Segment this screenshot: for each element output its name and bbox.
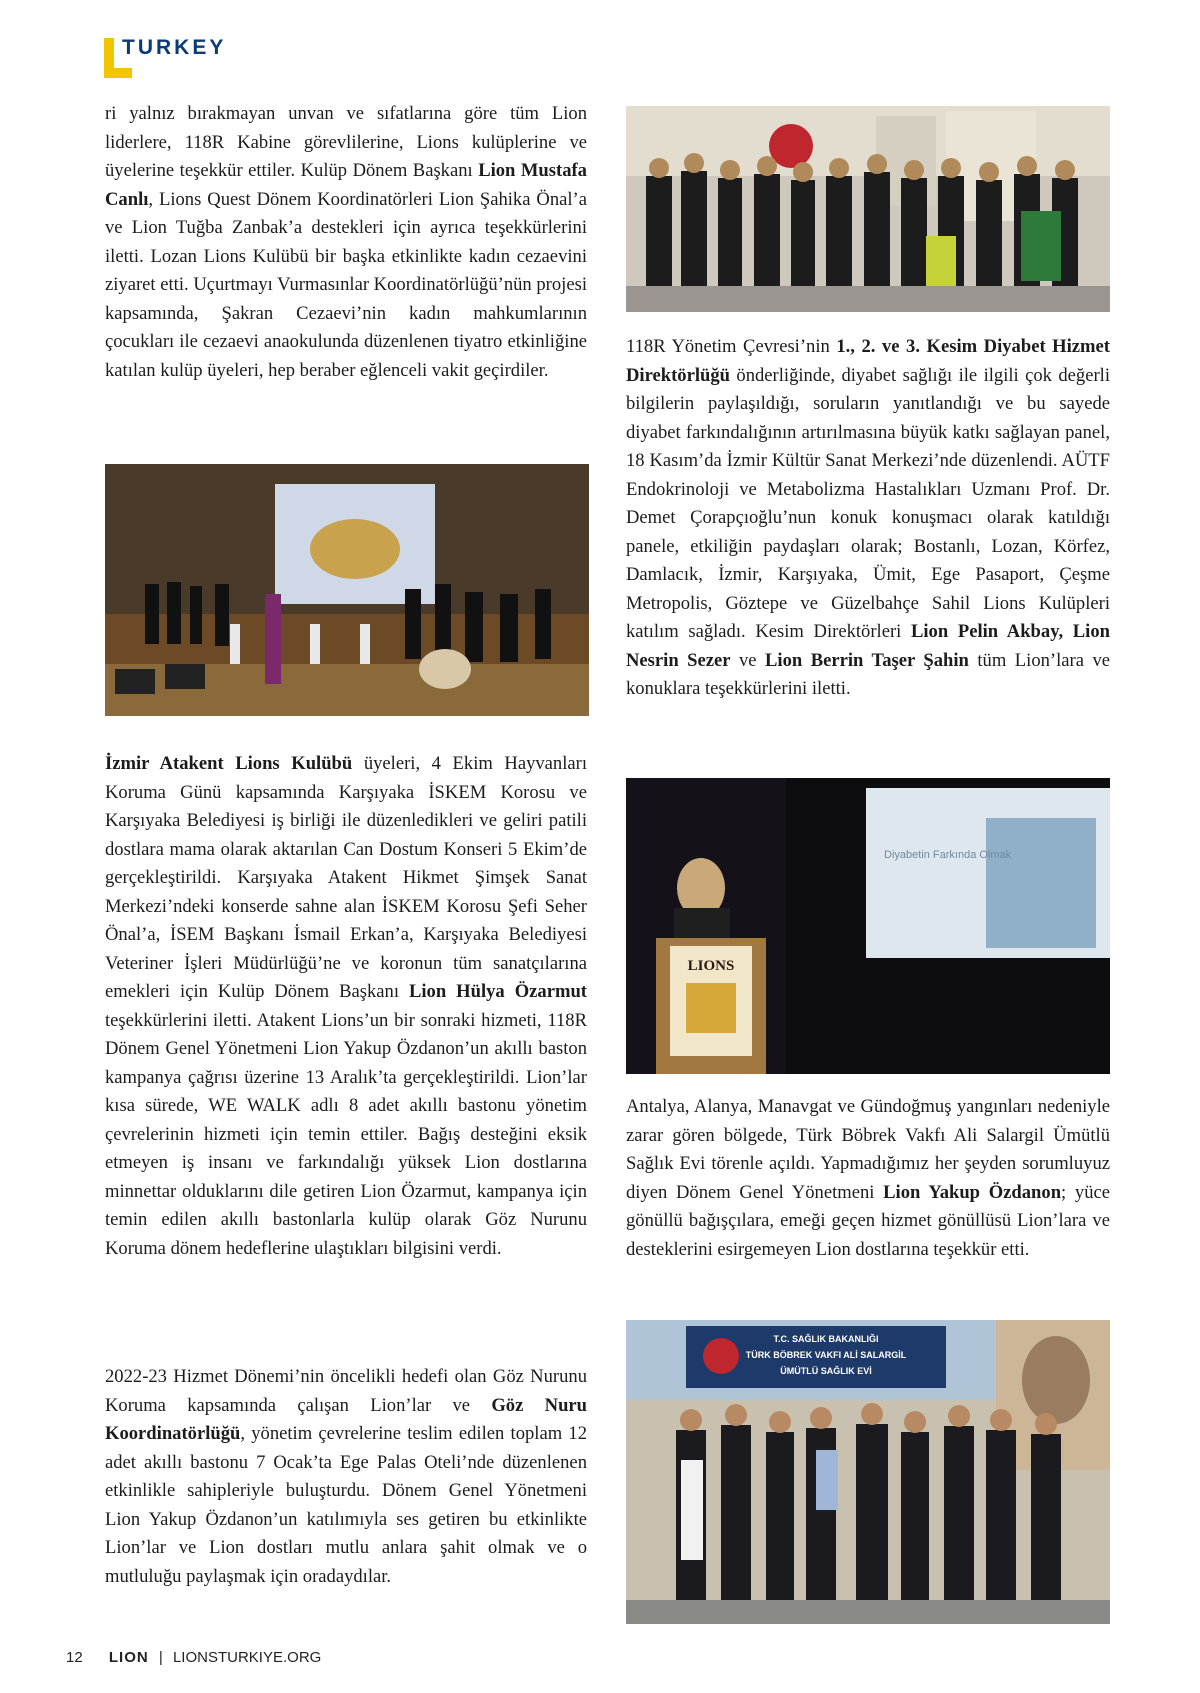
text-run: üyeleri, 4 Ekim Hayvanları Koruma Günü kapsamında Karşıyaka İSKEM Korosu ve Karşıyaka Belediyesi iş birliği ile düzenledikleri ve geliri patili dostlara mama olarak aktarılan Can Dostum Konseri 5 Ekim’de gerçekleştirildi. Karşıyaka Atakent Hikmet Şimşek Sanat Merkezi’ndeki konserde sahne alan İSKEM Korosu Şefi Seher Önal’a, İSEM Başkanı İsmail Erkan’a, Karşıyaka Belediyesi Veteriner İşleri Müdürlüğü’ne ve koronun tüm sanatçılarına emekleri için Kulüp Dönem Başkanı <box>105 753 588 1002</box>
text-run: ve <box>730 649 766 671</box>
sign-line-3: ÜMÜTLÜ SAĞLIK EVİ <box>780 1366 872 1376</box>
text-run: , Lions Quest Dönem Koordinatörleri Lion Şahika Önal’a ve Lion Tuğba Zanbak’a destekleri için ayrıca teşekkürlerini iletti. Lozan Lions Kulübü bir başka etkinlikte kadın cezaevini ziyaret etti. Uçurtmayı Vurmasınlar Koordinatörlüğü’nün projesi kapsamında, Şakran Cezaevi’nin kadın mahkumlarının çocukları ile cezaevi anaokulunda düzenlenen tiyatro etkinliğine katılan kulüp üyeleri, hep beraber eğlenceli vakit geçirdiler. <box>105 188 587 381</box>
page-number: 12 <box>66 1649 83 1666</box>
paragraph <box>105 750 587 1263</box>
paragraph <box>626 333 1110 704</box>
sign-line-2: TÜRK BÖBREK VAKFI ALİ SALARGİL <box>745 1350 907 1360</box>
paragraph <box>105 100 587 385</box>
text-run: önderliğinde, diyabet sağlığı ile ilgili çok değerli bilgilerin paylaşıldığı, soruların yanıtlandığı ve bu sayede diyabet farkındalığının artırılmasına büyük katkı sağlayan panel, 18 Kasım’da İzmir Kültür Sanat Merkezi’nde düzenlendi. AÜTF Endokrinoloji ve Metabolizma Hastalıkları Uzmanı Prof. Dr. Demet Çorapçıoğlu’nun konuk konuşmacı olarak katıldığı panele, etkiliğin paydaşları olarak; Bostanlı, Lozan, Körfez, Damlacık, İzmir, Karşıyaka, Ümit, Ege Pasaport, Çeşme Metropolis, Göztepe ve Güzelbahçe Sahil Lions Kulüpleri katılım sağladı. Kesim Direktörleri <box>626 364 1110 642</box>
article-right-block-1 <box>626 333 1110 704</box>
paragraph <box>105 1363 587 1591</box>
logo-bar-foot <box>104 68 132 78</box>
bold-name: Göz Nuru Koordinatörlüğü <box>105 1394 587 1444</box>
paragraph <box>626 1093 1110 1264</box>
diabetes-panel-photo <box>626 778 1110 1074</box>
slide-title: Diyabetin Farkında Olmak <box>884 849 1012 861</box>
article-left-block-3 <box>105 1363 587 1591</box>
bold-name: İzmir Atakent Lions Kulübü <box>105 753 353 774</box>
text-run: Antalya, Alanya, Manavgat ve Gündoğmuş yangınları nedeniyle zarar gören bölgede, Türk Böbrek Vakfı Ali Salargil Ümütlü Sağlık Evi törenle açıldı. Yapmadığımız her şeyden sorumluyuz diyen Dönem Genel Yönetmeni <box>626 1096 1110 1203</box>
article-left-block-2 <box>105 750 587 1263</box>
bold-name: Lion Mustafa Canlı <box>105 160 587 210</box>
footer-site-link[interactable]: LIONSTURKIYE.ORG <box>172 1649 322 1666</box>
section-logo <box>104 36 244 78</box>
bold-name: Lion Hülya Özarmut <box>408 981 587 1002</box>
article-right-block-2 <box>626 1093 1110 1264</box>
bold-name: Lion Berrin Taşer Şahin <box>765 649 969 671</box>
sign-line-1: T.C. SAĞLIK BAKANLIĞI <box>773 1334 879 1344</box>
article-left-block-1 <box>105 100 587 385</box>
concert-stage-photo <box>105 464 589 716</box>
text-run: teşekkürlerini iletti. Atakent Lions’un bir sonraki hizmeti, 118R Dönem Genel Yönetmeni Lion Yakup Özdanon’un akıllı baston kampanya çağrısı üzerine 13 Aralık’ta gerçekleştirildi. Lion’lar kısa sürede, WE WALK adlı 8 adet akıllı bastonu yönetim çevrelerinin hizmeti için temin ettiler. Bağış desteğini eksik etmeyen iş insanı ve farkındalığı yüksek Lion dostlarına minnettar olduklarını dile getiren Lion Özarmut, kampanya için temin edilen akıllı bastonlarla kulüp olarak Göz Nurunu Koruma dönem hedeflerine ulaştıkları bilgisini verdi. <box>105 1009 587 1259</box>
bold-name: Lion Pelin Akbay, Lion Nesrin Sezer <box>626 621 1110 671</box>
health-house-opening-photo <box>626 1320 1110 1624</box>
bold-name: Lion Yakup Özdanon <box>883 1181 1062 1203</box>
bold-name: 1., 2. ve 3. Kesim Diyabet Hizmet Direktörlüğü <box>626 336 1110 386</box>
footer-brand: LION <box>108 1649 149 1666</box>
podium-brand: LIONS <box>687 958 735 974</box>
text-run: 118R Yönetim Çevresi’nin <box>626 336 837 357</box>
footer-separator: | <box>158 1649 163 1666</box>
section-label: TURKEY <box>122 36 227 59</box>
page-footer <box>66 1649 321 1666</box>
text-run: ; yüce gönüllü bağışçılara, emeği geçen hizmet gönüllüsü Lion’lara ve desteklerini esirgemeyen Lion dostlarına teşekkür etti. <box>626 1181 1110 1260</box>
text-run: tüm Lion’lara ve konuklara teşekkürlerini iletti. <box>626 649 1110 699</box>
text-run: , yönetim çevrelerine teslim edilen toplam 12 adet akıllı bastonu 7 Ocak’ta Ege Palas Oteli’nde düzenlenen etkinlikle sahipleriyle buluşturdu. Dönem Genel Yönetmeni Lion Yakup Özdanon’un katılımıyla ses getiren bu etkinlikte Lion’lar ve Lion dostları mutlu anlara şahit olmak ve o mutluluğu paylaşmak için oradaydılar. <box>105 1423 587 1587</box>
text-run: 2022-23 Hizmet Dönemi’nin öncelikli hedefi olan Göz Nurunu Koruma kapsamında çalışan Lion’lar ve <box>105 1366 587 1416</box>
text-run: ri yalnız bırakmayan unvan ve sıfatlarına göre tüm Lion liderlere, 118R Kabine görevlilerine, Lions kulüplerine ve üyelerine teşekkür ettiler. Kulüp Dönem Başkanı <box>105 103 587 181</box>
group-photo-conference <box>626 106 1110 312</box>
